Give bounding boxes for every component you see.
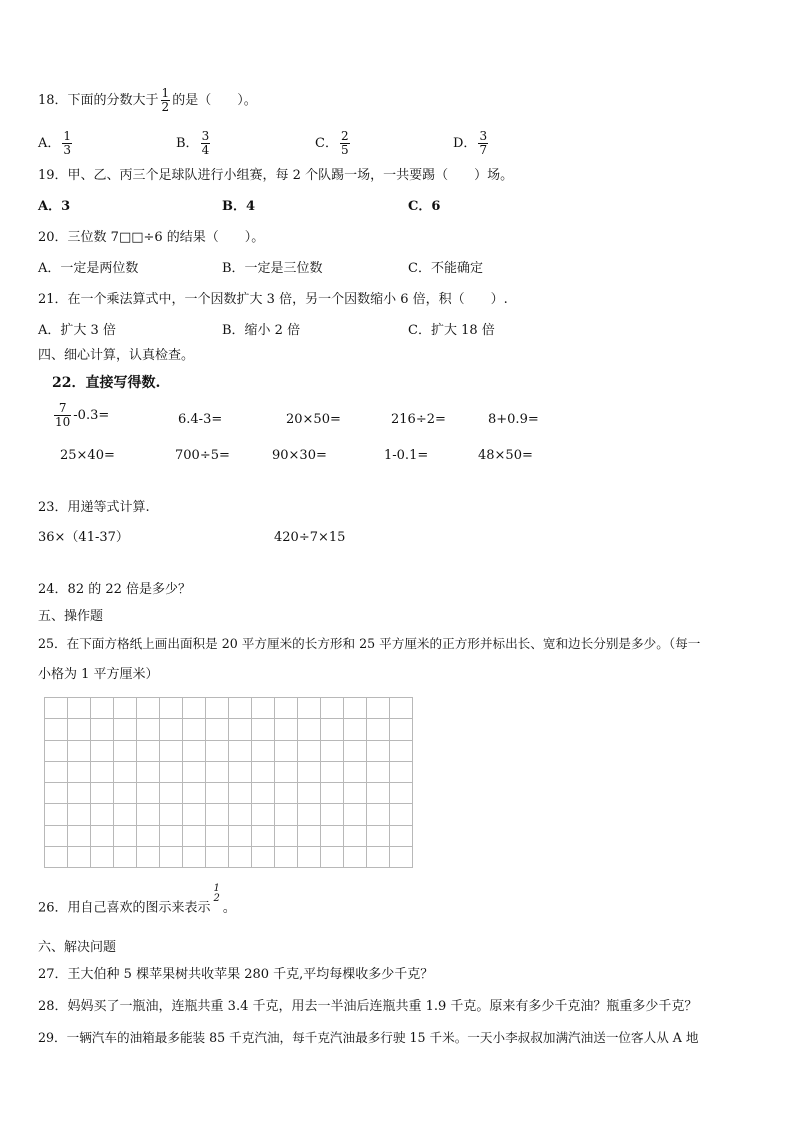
grid-cell[interactable]: [136, 761, 160, 783]
grid-cell[interactable]: [159, 846, 183, 868]
q18-prefix: 18．下面的分数大于: [38, 93, 159, 108]
grid-cell[interactable]: [251, 803, 275, 825]
q20-option-a[interactable]: A．一定是两位数: [38, 261, 139, 276]
grid-cell[interactable]: [297, 803, 321, 825]
q21-option-c[interactable]: C．扩大 18 倍: [408, 323, 495, 338]
grid-cell[interactable]: [159, 803, 183, 825]
grid-cell[interactable]: [44, 846, 68, 868]
q18-option-b-fraction: $\frac{3}{4}$: [201, 129, 210, 157]
grid-cell[interactable]: [182, 761, 206, 783]
grid-cell[interactable]: [251, 761, 275, 783]
grid-cell[interactable]: [274, 697, 298, 719]
grid-cell[interactable]: [67, 697, 91, 719]
grid-cell[interactable]: [182, 740, 206, 762]
grid-cell[interactable]: [136, 825, 160, 847]
grid-cell[interactable]: [90, 740, 114, 762]
grid-cell[interactable]: [251, 846, 275, 868]
grid-cell[interactable]: [389, 740, 413, 762]
grid-cell[interactable]: [251, 740, 275, 762]
grid-cell[interactable]: [205, 782, 229, 804]
q22-fraction: $\frac{7}{10}$: [55, 401, 71, 429]
grid-cell[interactable]: [389, 846, 413, 868]
grid-cell[interactable]: [320, 697, 344, 719]
grid-cell[interactable]: [343, 718, 367, 740]
grid-cell[interactable]: [297, 846, 321, 868]
grid-cell[interactable]: [90, 761, 114, 783]
q22-item-6[interactable]: 25×40=: [60, 448, 115, 463]
grid-cell[interactable]: [389, 718, 413, 740]
q21-option-b[interactable]: B．缩小 2 倍: [222, 323, 301, 338]
grid-cell[interactable]: [136, 718, 160, 740]
grid-cell[interactable]: [366, 761, 390, 783]
grid-cell[interactable]: [274, 803, 298, 825]
grid-cell[interactable]: [343, 782, 367, 804]
grid-cell[interactable]: [274, 782, 298, 804]
grid-cell[interactable]: [251, 825, 275, 847]
grid-cell[interactable]: [90, 825, 114, 847]
q22-item-9[interactable]: 1-0.1=: [384, 448, 429, 463]
grid-cell[interactable]: [205, 718, 229, 740]
q26-stem: 26．用自己喜欢的图示来表示 1 2 。: [38, 883, 236, 916]
grid-cell[interactable]: [297, 761, 321, 783]
grid-cell[interactable]: [159, 825, 183, 847]
section-5-heading: 五、操作题: [38, 609, 104, 624]
grid-cell[interactable]: [389, 803, 413, 825]
grid-cell[interactable]: [251, 782, 275, 804]
grid-cell[interactable]: [228, 761, 252, 783]
grid-cell[interactable]: [274, 761, 298, 783]
q18-fraction: $\frac{1}{2}$: [161, 86, 170, 114]
section-6-heading: 六、解决问题: [38, 940, 117, 955]
grid-cell[interactable]: [366, 740, 390, 762]
q20-stem: 20．三位数 7□□÷6 的结果（ ）。: [38, 230, 265, 245]
grid-cell[interactable]: [251, 718, 275, 740]
q19-option-b[interactable]: B．4: [222, 199, 256, 214]
grid-cell[interactable]: [113, 825, 137, 847]
grid-cell[interactable]: [366, 782, 390, 804]
grid-cell[interactable]: [44, 825, 68, 847]
grid-cell[interactable]: [320, 740, 344, 762]
grid-cell[interactable]: [90, 782, 114, 804]
q22-item-5[interactable]: 8+0.9=: [488, 412, 539, 427]
grid-cell[interactable]: [205, 825, 229, 847]
grid-cell[interactable]: [67, 825, 91, 847]
grid-cell[interactable]: [205, 761, 229, 783]
grid-cell[interactable]: [136, 740, 160, 762]
q22-item-7[interactable]: 700÷5=: [175, 448, 230, 463]
grid-cell[interactable]: [182, 825, 206, 847]
grid-cell[interactable]: [320, 718, 344, 740]
grid-cell[interactable]: [113, 782, 137, 804]
q28-stem: 28．妈妈买了一瓶油，连瓶共重 3.4 千克，用去一半油后连瓶共重 1.9 千克。原来有多少千克油？瓶重多少千克？: [38, 999, 698, 1014]
grid-cell[interactable]: [343, 761, 367, 783]
grid-cell[interactable]: [182, 803, 206, 825]
grid-cell[interactable]: [67, 740, 91, 762]
grid-cell[interactable]: [205, 697, 229, 719]
grid-cell[interactable]: [343, 846, 367, 868]
grid-cell[interactable]: [67, 846, 91, 868]
q18-option-a-fraction: $\frac{1}{3}$: [63, 129, 72, 157]
grid-cell[interactable]: [90, 846, 114, 868]
grid-cell[interactable]: [343, 825, 367, 847]
grid-cell[interactable]: [182, 782, 206, 804]
grid-cell[interactable]: [44, 803, 68, 825]
grid-cell[interactable]: [205, 740, 229, 762]
grid-cell[interactable]: [228, 782, 252, 804]
grid-cell[interactable]: [320, 825, 344, 847]
q18-option-c-fraction: $\frac{2}{5}$: [340, 129, 349, 157]
grid-cell[interactable]: [343, 803, 367, 825]
grid-cell[interactable]: [136, 803, 160, 825]
grid-cell[interactable]: [389, 782, 413, 804]
grid-cell[interactable]: [67, 782, 91, 804]
grid-cell[interactable]: [159, 761, 183, 783]
grid-cell[interactable]: [67, 761, 91, 783]
grid-cell[interactable]: [159, 697, 183, 719]
q22-title: 22．直接写得数.: [52, 375, 161, 391]
grid-cell[interactable]: [182, 697, 206, 719]
grid-cell[interactable]: [228, 740, 252, 762]
grid-cell[interactable]: [228, 718, 252, 740]
q18-stem: [38, 87, 257, 114]
grid-cell[interactable]: [90, 803, 114, 825]
q22-item-8[interactable]: 90×30=: [272, 448, 327, 463]
grid-cell[interactable]: [136, 697, 160, 719]
grid-cell[interactable]: [44, 761, 68, 783]
grid-cell[interactable]: [113, 846, 137, 868]
q23-item-2[interactable]: 420÷7×15: [274, 530, 346, 545]
q22-item-4[interactable]: 216÷2=: [391, 412, 446, 427]
q22-item-1[interactable]: $\frac{7}{10}$ -0.3=: [55, 401, 110, 429]
grid-cell[interactable]: [389, 761, 413, 783]
q22-item-10[interactable]: 48×50=: [478, 448, 533, 463]
grid-cell[interactable]: [113, 761, 137, 783]
grid-cell[interactable]: [228, 846, 252, 868]
q23-title: 23．用递等式计算.: [38, 500, 150, 515]
grid-cell[interactable]: [182, 718, 206, 740]
grid-cell[interactable]: [251, 697, 275, 719]
grid-cell[interactable]: [67, 718, 91, 740]
grid-cell[interactable]: [274, 718, 298, 740]
q19-option-c[interactable]: C．6: [408, 199, 441, 214]
grid-cell[interactable]: [113, 740, 137, 762]
grid-cell[interactable]: [366, 803, 390, 825]
grid-cell[interactable]: [228, 697, 252, 719]
grid-cell[interactable]: [159, 718, 183, 740]
grid-cell[interactable]: [44, 782, 68, 804]
grid-cell[interactable]: [90, 718, 114, 740]
grid-cell[interactable]: [228, 803, 252, 825]
grid-cell[interactable]: [67, 803, 91, 825]
grid-cell[interactable]: [205, 846, 229, 868]
grid-cell[interactable]: [182, 846, 206, 868]
grid-cell[interactable]: [136, 846, 160, 868]
grid-cell[interactable]: [343, 697, 367, 719]
grid-cell[interactable]: [389, 825, 413, 847]
grid-cell[interactable]: [366, 825, 390, 847]
q24-stem: 24．82 的 22 倍是多少？: [38, 582, 192, 597]
q19-option-a[interactable]: A．3: [38, 199, 71, 214]
grid-cell[interactable]: [159, 782, 183, 804]
grid-cell[interactable]: [297, 718, 321, 740]
grid-cell[interactable]: [113, 718, 137, 740]
grid-cell[interactable]: [274, 740, 298, 762]
grid-cell[interactable]: [205, 803, 229, 825]
grid-cell[interactable]: [366, 846, 390, 868]
q29-stem: 29．一辆汽车的油箱最多能装 85 千克汽油，每千克汽油最多行驶 15 千米。一天小李叔叔加满汽油送一位客人从 A 地: [38, 1030, 699, 1045]
q21-option-a[interactable]: A．扩大 3 倍: [38, 323, 116, 338]
q18-option-d-fraction: $\frac{3}{7}$: [479, 129, 488, 157]
grid-cell[interactable]: [320, 782, 344, 804]
grid-cell[interactable]: [320, 761, 344, 783]
q18-option-a[interactable]: A． $\frac{1}{3}$: [38, 129, 72, 157]
grid-cell[interactable]: [113, 697, 137, 719]
square-grid-paper[interactable]: [44, 697, 412, 867]
q23-item-1[interactable]: 36×（41-37）: [38, 530, 129, 545]
grid-cell[interactable]: [366, 718, 390, 740]
grid-cell[interactable]: [90, 697, 114, 719]
q18-option-d[interactable]: D． $\frac{3}{7}$: [453, 129, 488, 157]
grid-cell[interactable]: [320, 803, 344, 825]
q18-option-c[interactable]: C． $\frac{2}{5}$: [315, 129, 349, 157]
q18-option-b[interactable]: B． $\frac{3}{4}$: [176, 129, 210, 157]
grid-cell[interactable]: [274, 825, 298, 847]
grid-cell[interactable]: [297, 782, 321, 804]
q25-line-1: 25．在下面方格纸上画出面积是 20 平方厘米的长方形和 25 平方厘米的正方形并标出长、宽和边长分别是多少。（每一: [38, 636, 701, 651]
grid-cell[interactable]: [44, 740, 68, 762]
grid-cell[interactable]: [44, 697, 68, 719]
grid-cell[interactable]: [297, 697, 321, 719]
q22-item-3[interactable]: 20×50=: [286, 412, 341, 427]
q18-suffix: 的是（ ）。: [172, 93, 257, 108]
grid-cell[interactable]: [343, 740, 367, 762]
section-4-heading: 四、细心计算，认真检查。: [38, 348, 195, 363]
grid-cell[interactable]: [320, 846, 344, 868]
q26-fraction: 1 2: [213, 883, 220, 904]
grid-cell[interactable]: [389, 697, 413, 719]
grid-cell[interactable]: [297, 825, 321, 847]
grid-cell[interactable]: [136, 782, 160, 804]
grid-cell[interactable]: [366, 697, 390, 719]
q27-stem: 27．王大伯种 5 棵苹果树共收苹果 280 千克,平均每棵收多少千克？: [38, 967, 434, 982]
q22-item-2[interactable]: 6.4-3=: [178, 412, 223, 427]
q25-line-2: 小格为 1 平方厘米）: [38, 667, 159, 682]
q20-option-c[interactable]: C．不能确定: [408, 261, 483, 276]
q19-stem: 19．甲、乙、丙三个足球队进行小组赛，每 2 个队踢一场，一共要踢（ ）场。: [38, 168, 514, 183]
q20-option-b[interactable]: B．一定是三位数: [222, 261, 323, 276]
grid-cell[interactable]: [274, 846, 298, 868]
grid-cell[interactable]: [297, 740, 321, 762]
grid-cell[interactable]: [44, 718, 68, 740]
grid-cell[interactable]: [228, 825, 252, 847]
grid-cell[interactable]: [159, 740, 183, 762]
q21-stem: 21．在一个乘法算式中，一个因数扩大 3 倍，另一个因数缩小 6 倍，积（ ）.: [38, 292, 508, 307]
grid-cell[interactable]: [113, 803, 137, 825]
